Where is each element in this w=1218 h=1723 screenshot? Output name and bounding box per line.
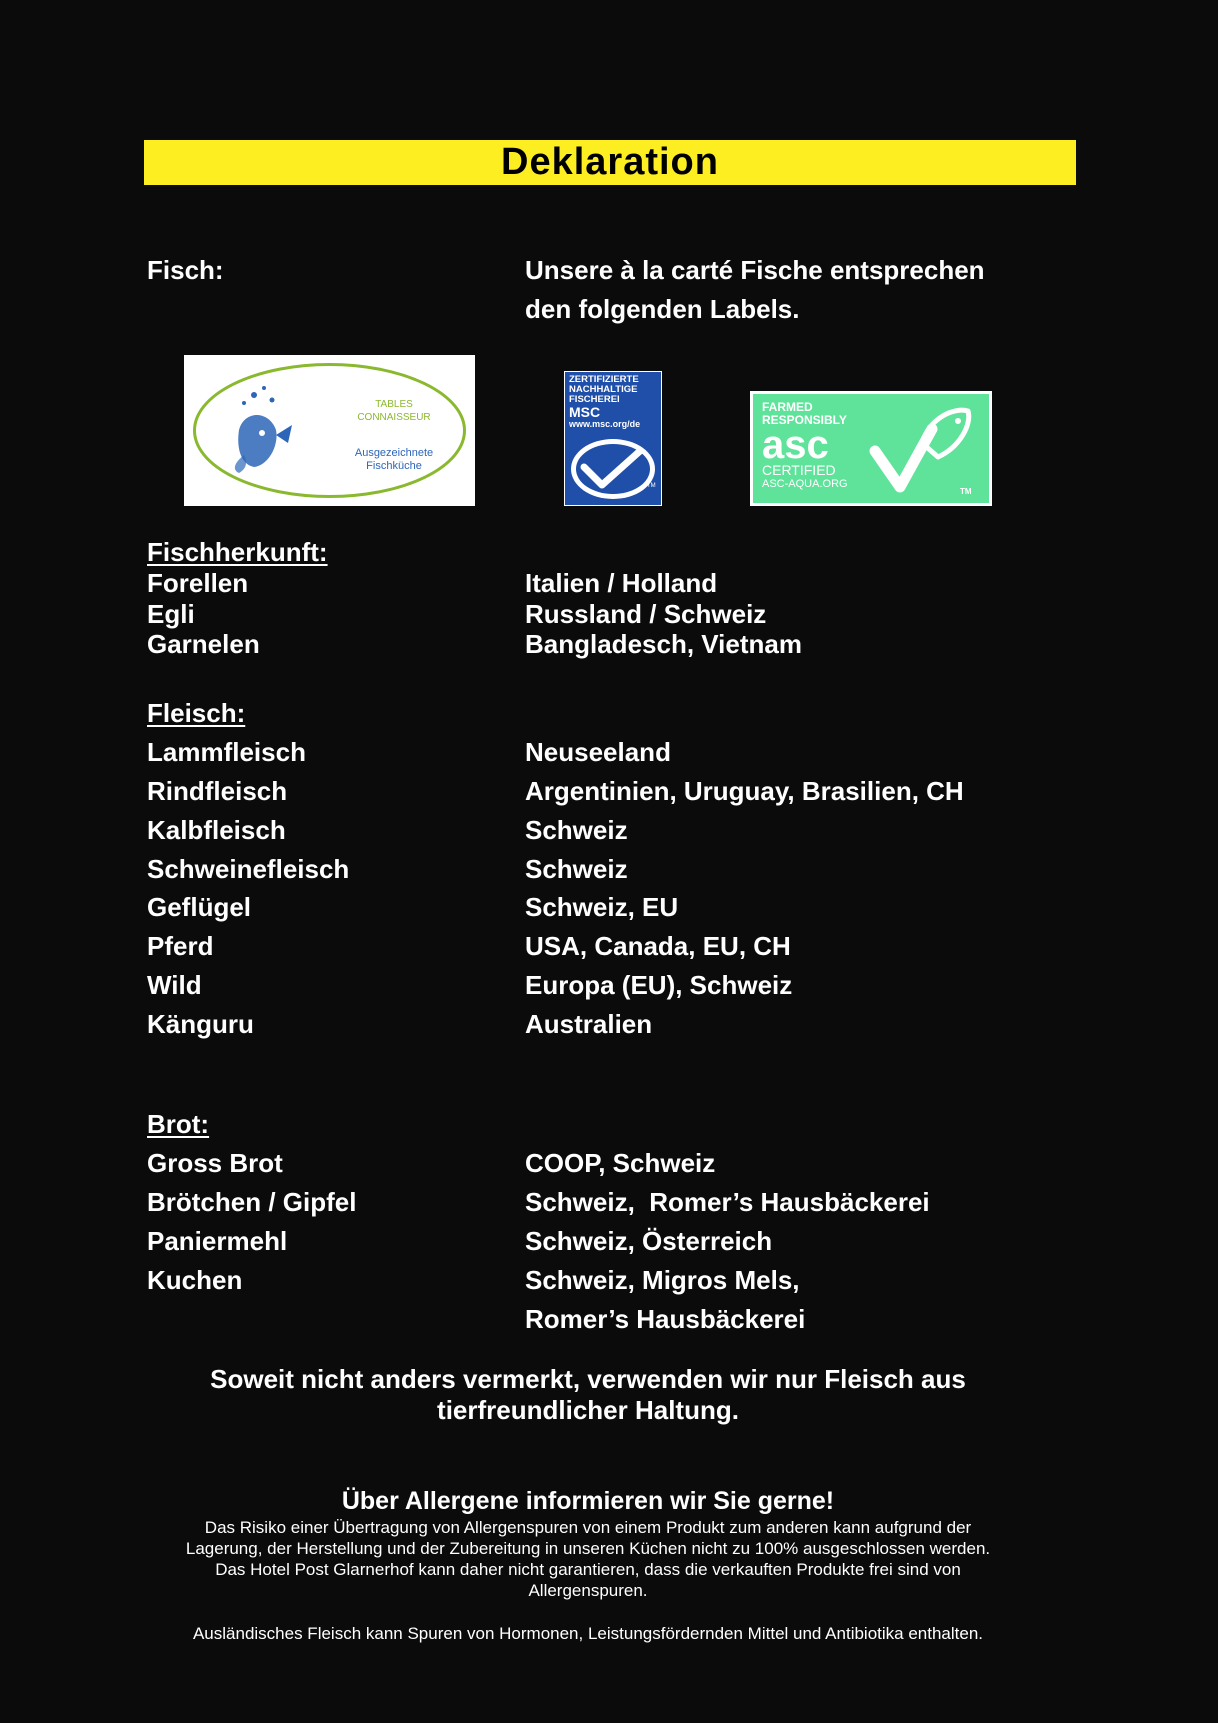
table-row (147, 815, 1047, 853)
page-title: Deklaration (144, 140, 1076, 185)
tables-connaisseur-logo (184, 355, 475, 506)
allergens-line2: Lagerung, der Herstellung und der Zubereitung in unseren Küchen nicht zu 100% ausgeschlossen werden. (185, 1539, 991, 1558)
asc-line3: asc (762, 423, 829, 467)
fish-name: Forellen (147, 568, 249, 598)
allergens-heading: Über Allergene informieren wir Sie gerne! (341, 1487, 835, 1515)
asc-logo (750, 391, 992, 506)
meat-origin: Neuseeland (525, 737, 671, 767)
meat-origin: Schweiz, EU (525, 892, 679, 922)
fish-text-line1: Unsere à la carté Fische entsprechen (525, 255, 985, 285)
meat-name: Rindfleisch (147, 776, 288, 806)
allergens-disclaimer (0, 1517, 1176, 1601)
meat-name: Schweinefleisch (147, 854, 350, 884)
asc-line2: RESPONSIBLY (762, 413, 847, 427)
msc-line3: FISCHEREI (569, 394, 620, 405)
table-row (147, 776, 1047, 814)
bread-name: Kuchen (147, 1265, 243, 1295)
fish-origin: Russland / Schweiz (525, 599, 767, 629)
bread-name: Gross Brot (147, 1148, 283, 1178)
allergens-line3: Das Hotel Post Glarnerhof kann daher nicht garantieren, dass die verkauften Produkte frei sind von (215, 1560, 961, 1579)
fish-origin: Italien / Holland (525, 568, 718, 598)
table-row (147, 892, 1047, 930)
msc-line2: NACHHALTIGE (569, 384, 638, 395)
meat-name: Geflügel (147, 892, 252, 922)
allergens-line1: Das Risiko einer Übertragung von Allergenspuren von einem Produkt zum anderen kann aufgrund der (204, 1518, 972, 1537)
tables-line4: Fischküche (366, 460, 422, 472)
statement-line1: Soweit nicht anders vermerkt, verwenden wir nur Fleisch aus (210, 1364, 966, 1394)
table-row (147, 568, 1047, 599)
meat-origin: Australien (525, 1009, 653, 1039)
meat-heading: Fleisch: (147, 698, 246, 728)
msc-line4: MSC (569, 404, 601, 420)
table-row (147, 1304, 1047, 1342)
msc-fish-check-icon (568, 433, 658, 501)
meat-origin: Schweiz (525, 815, 628, 845)
meat-name: Pferd (147, 931, 214, 961)
fish-text-line2: den folgenden Labels. (525, 294, 800, 324)
bread-origin: Schweiz, Österreich (525, 1226, 773, 1256)
msc-line5: www.msc.org/de (569, 419, 641, 429)
meat-origin: Schweiz (525, 854, 628, 884)
bread-origin: Romer’s Hausbäckerei (525, 1304, 806, 1334)
asc-tm: TM (960, 487, 972, 496)
asc-line1: FARMED (762, 400, 813, 414)
bread-origin: COOP, Schweiz (525, 1148, 716, 1178)
bread-heading: Brot: (147, 1109, 210, 1139)
hormones-note: Ausländisches Fleisch kann Spuren von Hormonen, Leistungsfördernden Mittel und Antibiotika enthalten. (192, 1624, 984, 1643)
table-row (147, 970, 1047, 1008)
table-row (147, 737, 1047, 775)
table-row (147, 1148, 1047, 1186)
statement-line2: tierfreundlicher Haltung. (437, 1395, 739, 1425)
animal-welfare-statement (0, 1364, 1176, 1426)
asc-line5: ASC-AQUA.ORG (762, 478, 848, 490)
fish-name: Garnelen (147, 629, 260, 659)
table-row (147, 629, 1047, 660)
meat-origin: USA, Canada, EU, CH (525, 931, 791, 961)
table-row (147, 1187, 1047, 1225)
tables-line2: CONNAISSEUR (357, 412, 431, 423)
fish-label: Fisch: (147, 255, 224, 285)
table-row (147, 1265, 1047, 1303)
asc-fish-check-icon (860, 399, 980, 499)
meat-name: Kalbfleisch (147, 815, 286, 845)
meat-name: Wild (147, 970, 202, 1000)
table-row (147, 1009, 1047, 1047)
bread-name: Paniermehl (147, 1226, 288, 1256)
fish-origin: Bangladesch, Vietnam (525, 629, 802, 659)
allergens-line4: Allergenspuren. (528, 1581, 648, 1600)
msc-tm: TM (647, 483, 656, 489)
meat-name: Känguru (147, 1009, 254, 1039)
msc-logo (564, 371, 662, 506)
tables-line3: Ausgezeichnete (354, 447, 434, 459)
bread-origin: Schweiz, Migros Mels, (525, 1265, 800, 1295)
table-row (147, 599, 1047, 630)
tables-line1: TABLES (375, 399, 413, 410)
meat-origin: Europa (EU), Schweiz (525, 970, 793, 1000)
tables-connaisseur-emblem (184, 355, 475, 506)
fish-origin-heading: Fischherkunft: (147, 537, 328, 567)
table-row (147, 1226, 1047, 1264)
table-row (147, 854, 1047, 892)
msc-line1: ZERTIFIZIERTE (569, 374, 639, 385)
asc-line4: CERTIFIED (762, 462, 836, 478)
meat-origin: Argentinien, Uruguay, Brasilien, CH (525, 776, 964, 806)
fish-name: Egli (147, 599, 195, 629)
table-row (147, 931, 1047, 969)
bread-origin: Schweiz, Romer’s Hausbäckerei (525, 1187, 930, 1217)
bread-name: Brötchen / Gipfel (147, 1187, 357, 1217)
meat-name: Lammfleisch (147, 737, 306, 767)
